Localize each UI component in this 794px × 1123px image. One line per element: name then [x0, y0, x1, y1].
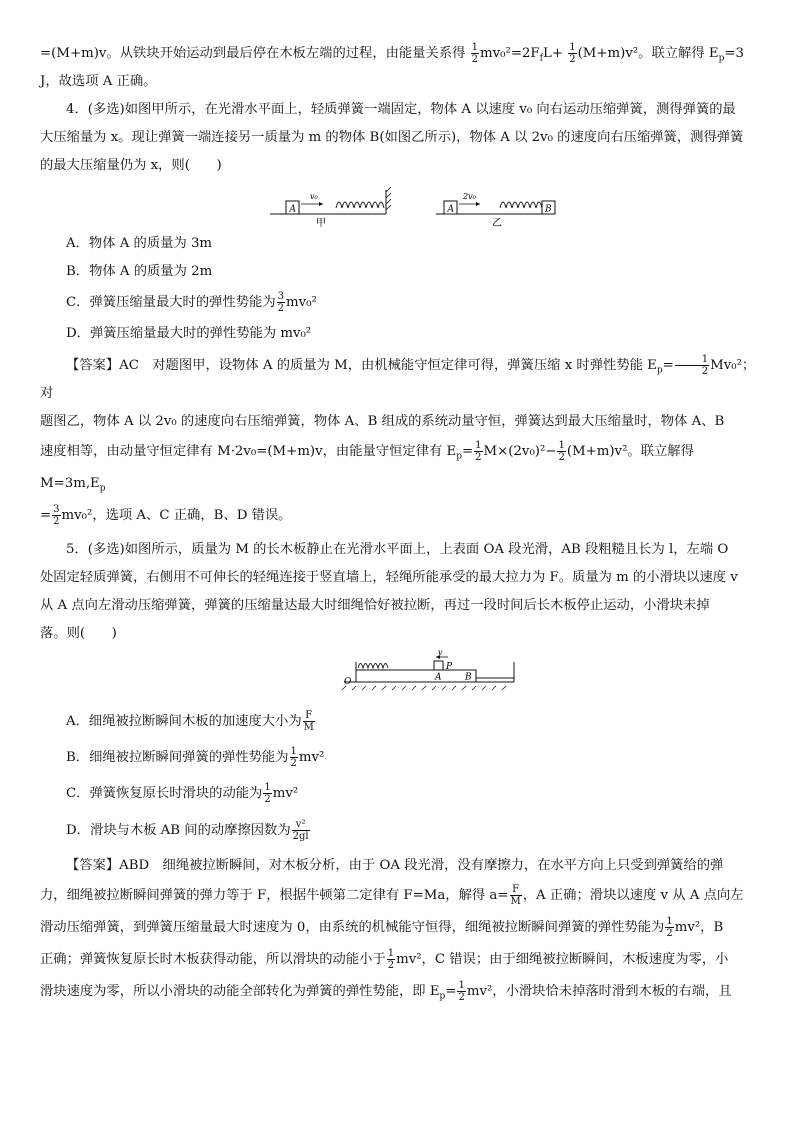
q5-figure: [40, 648, 758, 704]
q4-answer: 题图乙，物体 A 以 2v₀ 的速度向右压缩弹簧，物体 A、B 组成的系统动量守恒，弹簧达到最大压缩量时，物体 A、B: [40, 414, 725, 429]
q5-option-a: A．细绳被拉断瞬间木板的加速度大小为 $\frac{F}{M}$: [66, 710, 314, 733]
fraction: $\frac{1}{2}$: [666, 916, 673, 939]
q4-answer: = $\frac{3}{2}$ mv₀²，选项 A、C 正确，B、D 错误。: [40, 504, 292, 527]
svg-text:O: O: [344, 677, 352, 687]
q4-option-c: C．弹簧压缩量最大时的弹性势能为 $\frac{3}{2}$ mv₀²: [66, 291, 317, 314]
q4-figure: [40, 180, 758, 230]
q5-answer: 【答案】ABD 细绳被拉断瞬间，对木板分析，由于 OA 段光滑，没有摩擦力，在水平方向上只受到弹簧给的弹: [66, 858, 724, 873]
q4-option-d: D．弹簧压缩量最大时的弹性势能为 mv₀²: [66, 326, 312, 341]
spring-icon: [358, 664, 388, 669]
board-diagram: [40, 648, 758, 704]
fraction: $\frac{1}{2}$: [264, 782, 271, 805]
q5-answer: 力，细绳被拉断瞬间弹簧的弹力等于 F，根据牛顿第二定律有 F=Ma，解得 a= $\frac{F}{M}$ ，A 正确；滑块以速度 v 从 A 点向左: [40, 884, 744, 907]
fraction: $\frac{3}{2}$: [53, 504, 60, 527]
svg-text:v₀: v₀: [310, 192, 318, 201]
q4-stem: 4．(多选)如图甲所示，在光滑水平面上，轻质弹簧一端固定，物体 A 以速度 v₀ 向右运动压缩弹簧，测得弹簧的最: [66, 102, 736, 117]
fraction: $\frac{\text{v²}}{2gl}$: [292, 819, 309, 842]
figure-jia: [270, 187, 391, 229]
fraction: $\frac{1}{2}$: [458, 980, 465, 1003]
text-line: J，故选项 A 正确。: [40, 74, 157, 89]
q5-answer: 滑动压缩弹簧，到弹簧压缩量最大时速度为 0，由系统的机械能守恒得，细绳被拉断瞬间弹簧的弹性势能为 $\frac{1}{2}$ mv²，B: [40, 916, 724, 939]
svg-text:v: v: [438, 648, 443, 657]
fraction: $\frac{1}{2}$: [387, 948, 395, 971]
q4-answer: 【答案】AC 对题图甲，设物体 A 的质量为 M，由机械能守恒定律可得，弹簧压缩 x 时弹性势能 $E_p=$ $\frac{1}{2}$ Mv₀²；对: [40, 354, 756, 401]
q5-stem: 处固定轻质弹簧，右侧用不可伸长的轻绳连接于竖直墙上，轻绳所能承受的最大拉力为 F。质量为 m 的小滑块以速度 v: [40, 570, 738, 585]
svg-text:A: A: [447, 204, 454, 215]
svg-text:甲: 甲: [316, 218, 326, 229]
svg-text:乙: 乙: [492, 218, 502, 229]
fraction: $\frac{F}{M}$: [303, 710, 314, 733]
fraction: $\frac{F}{M}$: [510, 884, 521, 907]
page: [40, 40, 758, 1008]
fraction: $\frac{1}{2}$: [675, 354, 709, 377]
q4-answer: 速度相等，由动量守恒定律有 M·2v₀=(M+m)v，由能量守恒定律有 $E_p=$ $\frac{1}{2}$ M×(2v₀)²− $\frac{1}{2}$ (M+m)v²。联立解得 $M=3m,E_p$: [40, 440, 694, 494]
svg-text:2v₀: 2v₀: [463, 192, 476, 201]
fraction: $\frac{1}{2}$: [290, 746, 297, 769]
fraction: $\frac{1}{2}$: [475, 440, 482, 463]
q5-answer: 正确；弹簧恢复原长时木板获得动能，所以滑块的动能小于 $\frac{1}{2}$ mv²，C 错误；由于细绳被拉断瞬间，木板速度为零，小: [40, 948, 729, 971]
q5-stem: 落。则( ): [40, 626, 117, 641]
slider-block: [434, 661, 443, 670]
q4-stem: 大压缩量为 x。现让弹簧一端连接另一质量为 m 的物体 B(如图乙所示)，物体 A 以 2v₀ 的速度向右压缩弹簧，测得弹簧: [40, 130, 744, 145]
svg-text:A: A: [435, 672, 442, 683]
q5-stem: 5．(多选)如图所示，质量为 M 的长木板静止在光滑水平面上，上表面 OA 段光滑，AB 段粗糙且长为 l，左端 O: [66, 542, 729, 557]
fraction: $\frac{1}{2}$: [471, 42, 479, 65]
svg-text:P: P: [446, 662, 453, 672]
q4-option-a: A．物体 A 的质量为 3m: [66, 236, 213, 251]
figure-yi: [436, 192, 555, 229]
fraction: $\frac{1}{2}$: [569, 42, 576, 65]
fraction: $\frac{1}{2}$: [558, 440, 565, 463]
fraction: $\frac{3}{2}$: [277, 291, 285, 314]
q5-option-c: C．弹簧恢复原长时滑块的动能为 $\frac{1}{2}$ mv²: [66, 782, 299, 805]
text-line: =(M+m)v。从铁块开始运动到最后停在木板左端的过程，由能量关系得 $\frac{1}{2}$ $mv_0^2=2F_fL+$ $\frac{1}{2}$ (M+m)v²。联立解得 $E_p=3$: [40, 42, 744, 65]
svg-text:B: B: [465, 672, 472, 683]
spring-diagram: [40, 180, 758, 230]
spring-icon: [500, 202, 542, 208]
spring-icon: [336, 202, 384, 208]
q5-option-d: D．滑块与木板 AB 间的动摩擦因数为 $\frac{\text{v²}}{2gl}$: [66, 819, 309, 842]
q5-option-b: B．细绳被拉断瞬间弹簧的弹性势能为 $\frac{1}{2}$ mv²: [66, 746, 325, 769]
q5-stem: 从 A 点向左滑动压缩弹簧，弹簧的压缩量达最大时细绳恰好被拉断，再过一段时间后长木板停止运动，小滑块未掉: [40, 598, 710, 613]
q5-answer: 滑块速度为零，所以小滑块的动能全部转化为弹簧的弹性势能，即 $E_p=$ $\frac{1}{2}$ mv²，小滑块恰未掉落时滑到木板的右端，且: [40, 980, 732, 1003]
q4-stem: 的最大压缩量仍为 x，则( ): [40, 158, 222, 173]
q4-option-b: B．物体 A 的质量为 2m: [66, 264, 213, 279]
board: [356, 670, 476, 682]
svg-text:A: A: [289, 204, 296, 215]
svg-text:B: B: [545, 204, 552, 215]
